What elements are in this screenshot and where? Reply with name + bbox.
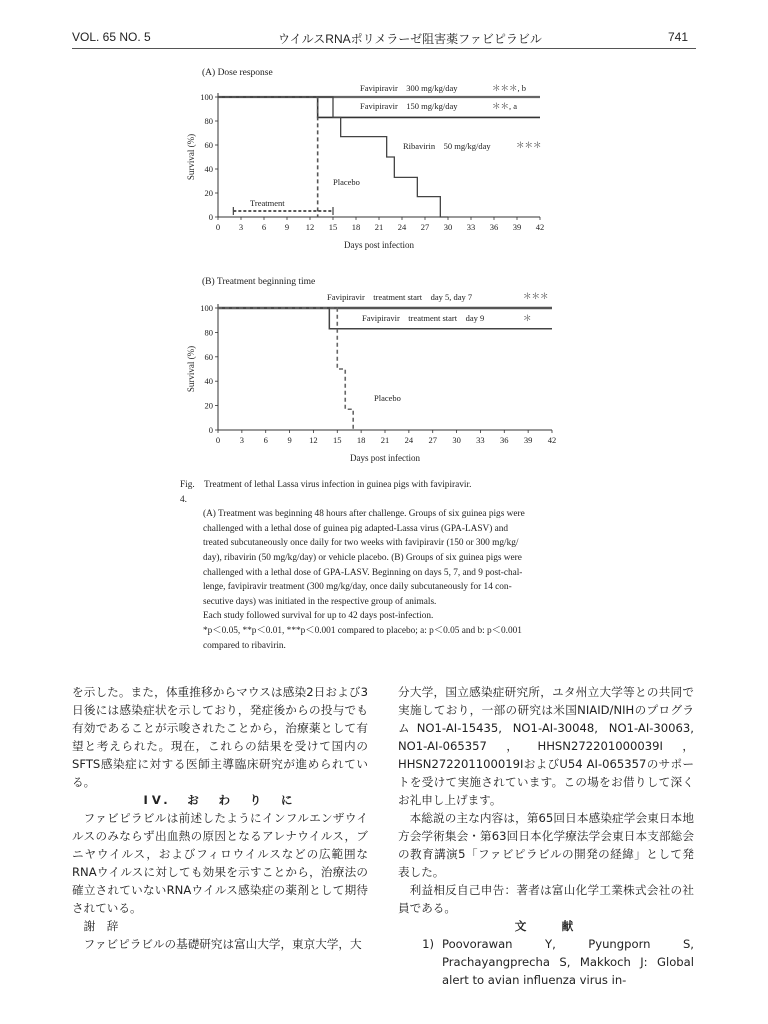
label-placebo: Placebo	[333, 177, 360, 187]
x-tick-label: 21	[374, 222, 384, 232]
y-tick-label: 80	[204, 116, 213, 126]
label-favipiravir-day9-significance: ＊	[523, 313, 532, 323]
x-tick-label: 15	[328, 222, 338, 232]
x-tick-label: 21	[380, 435, 390, 445]
figure-b-chart	[170, 288, 570, 473]
caption-figure-number: Fig. 4.	[180, 480, 195, 505]
caption-line: Each study followed survival for up to 42 days post-infection.	[203, 611, 434, 622]
label-treatment: Treatment	[250, 198, 285, 208]
x-tick-label: 18	[351, 222, 361, 232]
y-tick-label: 40	[204, 376, 213, 387]
header-rule	[72, 48, 696, 49]
caption-line: *p＜0.05, **p＜0.01, ***p＜0.001 compared to placebo; a: p＜0.05 and b: p＜0.001	[203, 625, 522, 636]
body-paragraph: 分大学，国立感染症研究所，ユタ州立大学等との共同で実施しており，一部の研究は米国NIAID/NIHのプログラムNO1-AI-15435, NO1-AI-30048, NO1-AI-30063, NO1-AI-065357，HHSN272201000039I，HHSN272201100019IおよびU54 AI-065357のサポートを受けて実施されています。この場をお借りして深くお礼申し上げます。	[398, 685, 694, 807]
x-tick-label: 42	[547, 435, 557, 445]
y-tick-label: 100	[200, 92, 213, 102]
body-paragraph: ファビピラビルは前述したようにインフルエンザウイルスのみならず出血熱の原因となるアレナウイルス，ブニヤウイルス，およびフィロウイルスなどの広範囲なRNAウイルスに対しても効果を示すことから，治療法の確立されていないRNAウイルス感染症の薬剤として期待されている。	[72, 811, 368, 915]
figure-caption	[180, 478, 590, 653]
y-tick-label: 40	[204, 164, 213, 174]
x-tick-label: 9	[284, 222, 290, 232]
section-heading: IV. お わ り に	[143, 793, 297, 807]
x-tick-label: 9	[287, 435, 292, 445]
caption-line: challenged with a lethal dose of GPA-LASV. Beginning on days 5, 7, and 9 post-chal-	[203, 567, 523, 578]
x-tick-label: 27	[420, 222, 430, 232]
y-tick-label: 60	[204, 140, 213, 150]
y-tick-label: 0	[208, 425, 213, 435]
page-number: 741	[668, 30, 689, 44]
x-tick-label: 42	[535, 222, 545, 232]
body-paragraph: 本総説の主な内容は，第65回日本感染症学会東日本地方会学術集会・第63回日本化学療法学会東日本支部総会の教育講演5「ファビピラビルの開発の経緯」として発表した。	[398, 811, 694, 879]
x-tick-label: 36	[500, 435, 509, 445]
y-tick-label: 100	[200, 303, 213, 313]
x-tick-label: 24	[404, 435, 414, 445]
reference-item	[398, 935, 694, 989]
x-axis-label: Days post infection	[344, 240, 414, 250]
caption-line: (A) Treatment was beginning 48 hours after challenge. Groups of six guinea pigs were	[203, 509, 525, 520]
x-tick-label: 0	[215, 435, 221, 445]
reference-number: 1)	[422, 937, 434, 951]
y-tick-label: 60	[204, 351, 213, 362]
caption-line: lenge, favipiravir treatment (300 mg/kg/day, once daily subcutaneously for 14 con-	[203, 582, 512, 593]
body-column-left	[72, 683, 368, 953]
x-tick-label: 15	[333, 435, 342, 445]
series-placebo	[218, 308, 353, 430]
y-tick-label: 20	[204, 188, 213, 198]
figure-a-chart	[170, 80, 570, 260]
label-favipiravir-300: Favipiravir 300 mg/kg/day	[360, 83, 458, 93]
figure-a-title: (A) Dose response	[202, 68, 273, 78]
y-axis-label: Survival (%)	[186, 133, 196, 181]
caption-line: secutive days) was initiated in the respective group of animals.	[203, 596, 437, 607]
caption-figure-title: Treatment of lethal Lassa virus infection in guinea pigs with favipiravir.	[204, 480, 472, 490]
label-favipiravir-day5-day7-significance: ＊＊＊	[523, 291, 549, 301]
y-axis-label: Survival (%)	[186, 345, 196, 393]
x-tick-label: 24	[397, 222, 407, 232]
label-favipiravir-300-significance: ＊＊＊, b	[492, 83, 527, 93]
x-tick-label: 30	[443, 222, 453, 232]
x-tick-label: 0	[215, 222, 221, 232]
caption-line: day), ribavirin (50 mg/kg/day) or vehicle placebo. (B) Groups of six guinea pigs were	[203, 552, 522, 563]
x-tick-label: 39	[523, 435, 533, 445]
x-tick-label: 6	[263, 435, 268, 445]
reference-text: Poovorawan Y, Pyungporn S, Prachayangprecha S, Makkoch J: Global alert to avian influenza virus in-	[442, 937, 694, 987]
label-favipiravir-day9: Favipiravir treatment start day 9	[362, 313, 485, 323]
x-tick-label: 36	[489, 222, 499, 232]
body-paragraph: を示した。また，体重推移からマウスは感染2日および3日後には感染症状を示しており，発症後からの投与でも有効であることが示唆されたことから，治療薬として有望と考えられた。現在，これらの結果を受けて国内のSFTS感染症に対する医師主導臨床研究が進められている。	[72, 685, 368, 789]
references-heading: 文 献	[514, 919, 578, 933]
x-tick-label: 27	[428, 435, 437, 445]
y-tick-label: 0	[208, 212, 213, 222]
y-tick-label: 80	[204, 327, 213, 338]
x-tick-label: 3	[238, 222, 244, 232]
caption-line: treated subcutaneously once daily for two weeks with favipiravir (150 or 300 mg/kg/	[203, 538, 519, 549]
label-ribavirin: Ribavirin 50 mg/kg/day	[403, 141, 491, 151]
x-tick-label: 33	[466, 222, 476, 232]
x-tick-label: 3	[239, 435, 244, 445]
journal-volume: VOL. 65 NO. 5	[72, 30, 151, 44]
acknowledgment-heading: 謝 辞	[83, 919, 119, 933]
figure-b-title: (B) Treatment beginning time	[202, 277, 316, 287]
x-tick-label: 18	[356, 435, 366, 445]
running-title: ウイルスRNAポリメラーゼ阻害薬ファビピラビル	[278, 32, 542, 46]
x-tick-label: 12	[305, 222, 315, 232]
y-tick-label: 20	[204, 400, 213, 411]
x-tick-label: 33	[476, 435, 485, 445]
label-favipiravir-150-significance: ＊＊, a	[492, 101, 518, 111]
caption-line: compared to ribavirin.	[203, 640, 286, 651]
label-ribavirin-significance: ＊＊＊	[516, 140, 542, 150]
body-paragraph: 利益相反自己申告：著者は富山化学工業株式会社の社員である。	[398, 883, 694, 915]
label-favipiravir-day5-day7: Favipiravir treatment start day 5, day 7	[327, 292, 473, 302]
x-tick-label: 6	[261, 222, 267, 232]
x-tick-label: 12	[309, 435, 318, 445]
x-axis-label: Days post infection	[350, 453, 420, 463]
body-column-right	[398, 683, 694, 989]
label-favipiravir-150: Favipiravir 150 mg/kg/day	[360, 101, 458, 111]
body-paragraph: ファビピラビルの基礎研究は富山大学，東京大学，大	[83, 937, 362, 951]
x-tick-label: 39	[512, 222, 522, 232]
label-placebo: Placebo	[374, 393, 401, 403]
caption-line: challenged with a lethal dose of guinea pig adapted-Lassa virus (GPA-LASV) and	[203, 523, 509, 534]
x-tick-label: 30	[452, 435, 461, 445]
